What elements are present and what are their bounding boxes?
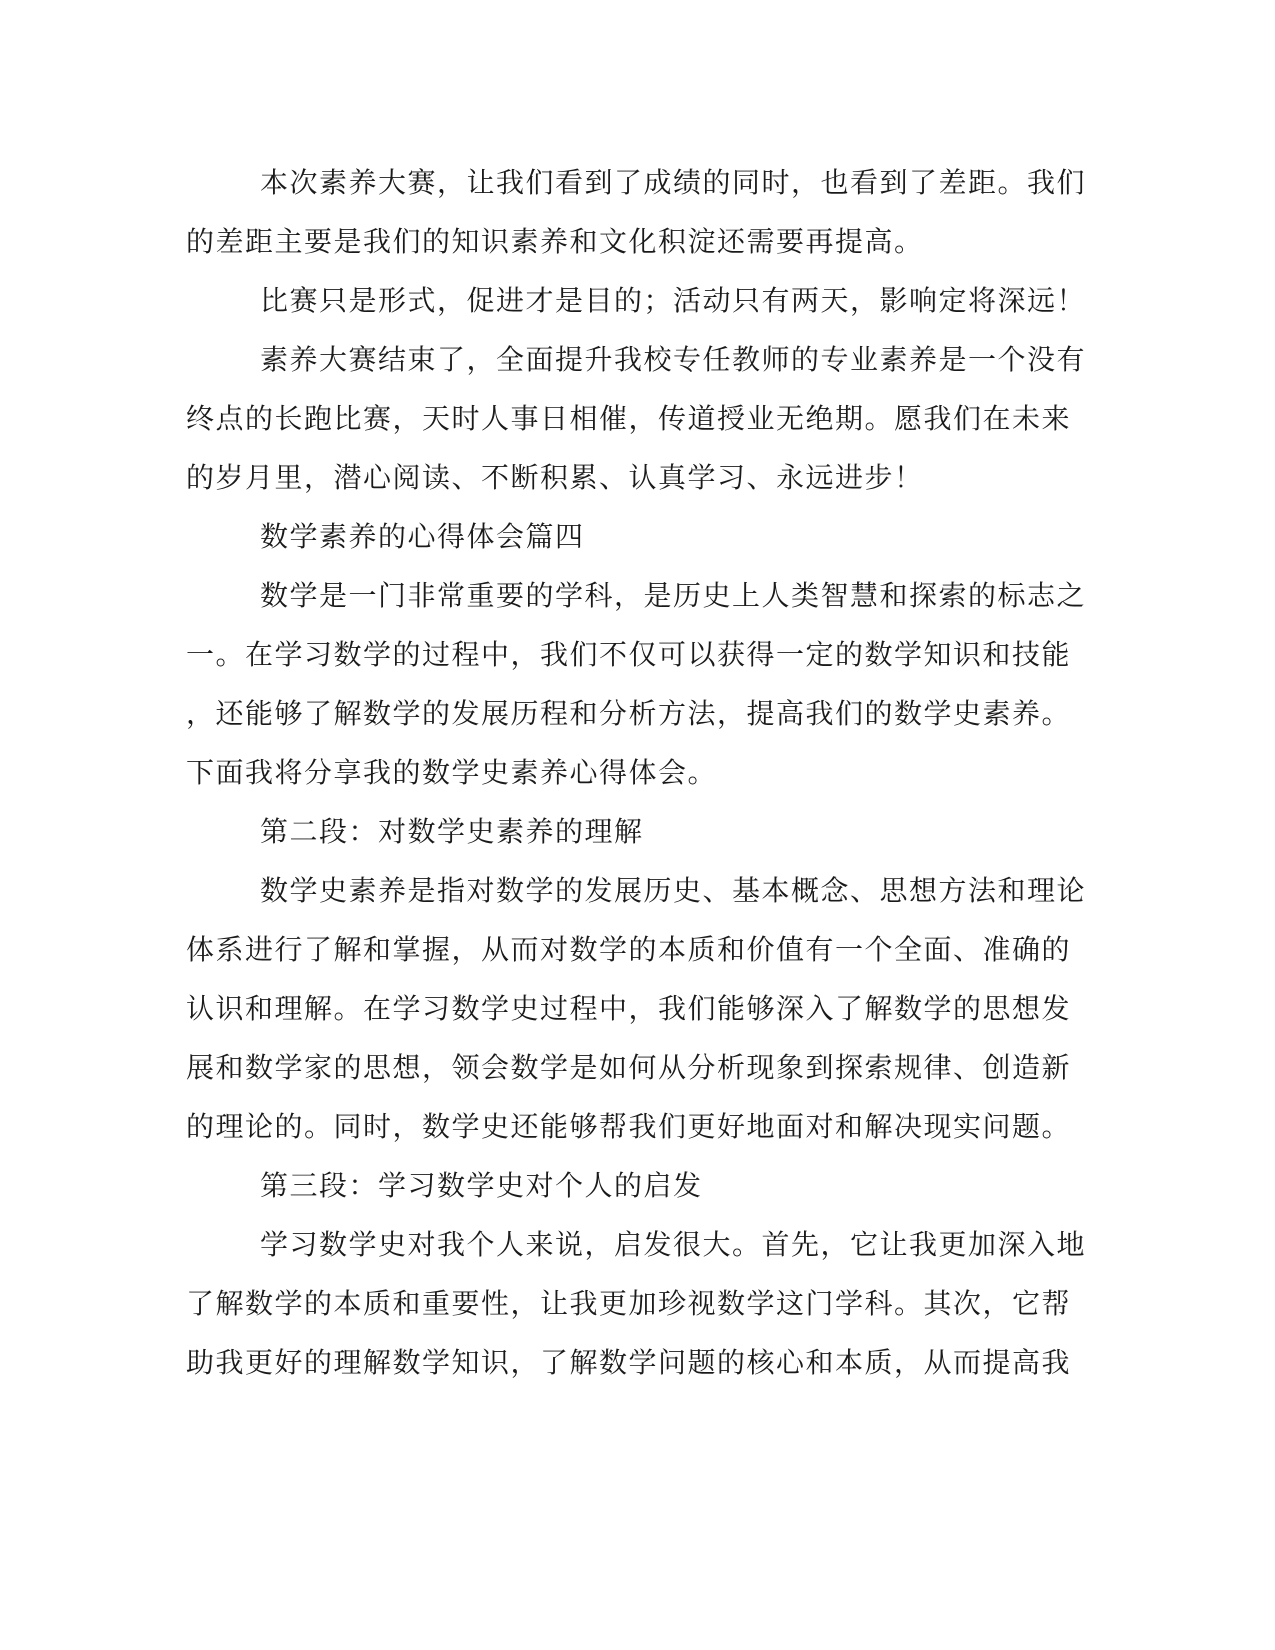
paragraph-5-line-4: 展和数学家的思想，领会数学是如何从分析现象到探索规律、创造新: [186, 1051, 1072, 1084]
paragraph-3-line-3: 的岁月里，潜心阅读、不断积累、认真学习、永远进步！: [186, 461, 924, 494]
paragraph-4-line-4: 下面我将分享我的数学史素养心得体会。: [186, 756, 718, 789]
paragraph-3-line-1: 素养大赛结束了，全面提升我校专任教师的专业素养是一个没有: [260, 343, 1087, 376]
section-heading-4: 数学素养的心得体会篇四: [260, 520, 585, 553]
paragraph-5-line-3: 认识和理解。在学习数学史过程中，我们能够深入了解数学的思想发: [186, 992, 1072, 1025]
paragraph-5-line-1: 数学史素养是指对数学的发展历史、基本概念、思想方法和理论: [260, 874, 1087, 907]
paragraph-5-line-5: 的理论的。同时，数学史还能够帮我们更好地面对和解决现实问题。: [186, 1110, 1072, 1143]
paragraph-6-line-3: 助我更好的理解数学知识，了解数学问题的核心和本质，从而提高我: [186, 1346, 1072, 1379]
paragraph-6-line-2: 了解数学的本质和重要性，让我更加珍视数学这门学科。其次，它帮: [186, 1287, 1072, 1320]
paragraph-3-line-2: 终点的长跑比赛，天时人事日相催，传道授业无绝期。愿我们在未来: [186, 402, 1072, 435]
paragraph-4-line-1: 数学是一门非常重要的学科，是历史上人类智慧和探索的标志之: [260, 579, 1087, 612]
paragraph-1-line-2: 的差距主要是我们的知识素养和文化积淀还需要再提高。: [186, 225, 924, 258]
paragraph-6-line-1: 学习数学史对我个人来说，启发很大。首先，它让我更加深入地: [260, 1228, 1087, 1261]
paragraph-4-line-3: ，还能够了解数学的发展历程和分析方法，提高我们的数学史素养。: [186, 697, 1072, 730]
section-heading-2: 第二段：对数学史素养的理解: [260, 815, 644, 848]
paragraph-5-line-2: 体系进行了解和掌握，从而对数学的本质和价值有一个全面、准确的: [186, 933, 1072, 966]
section-heading-3: 第三段：学习数学史对个人的启发: [260, 1169, 703, 1202]
paragraph-1-line-1: 本次素养大赛，让我们看到了成绩的同时，也看到了差距。我们: [260, 166, 1087, 199]
paragraph-2-line-1: 比赛只是形式，促进才是目的；活动只有两天，影响定将深远！: [260, 284, 1087, 317]
paragraph-4-line-2: 一。在学习数学的过程中，我们不仅可以获得一定的数学知识和技能: [186, 638, 1072, 671]
